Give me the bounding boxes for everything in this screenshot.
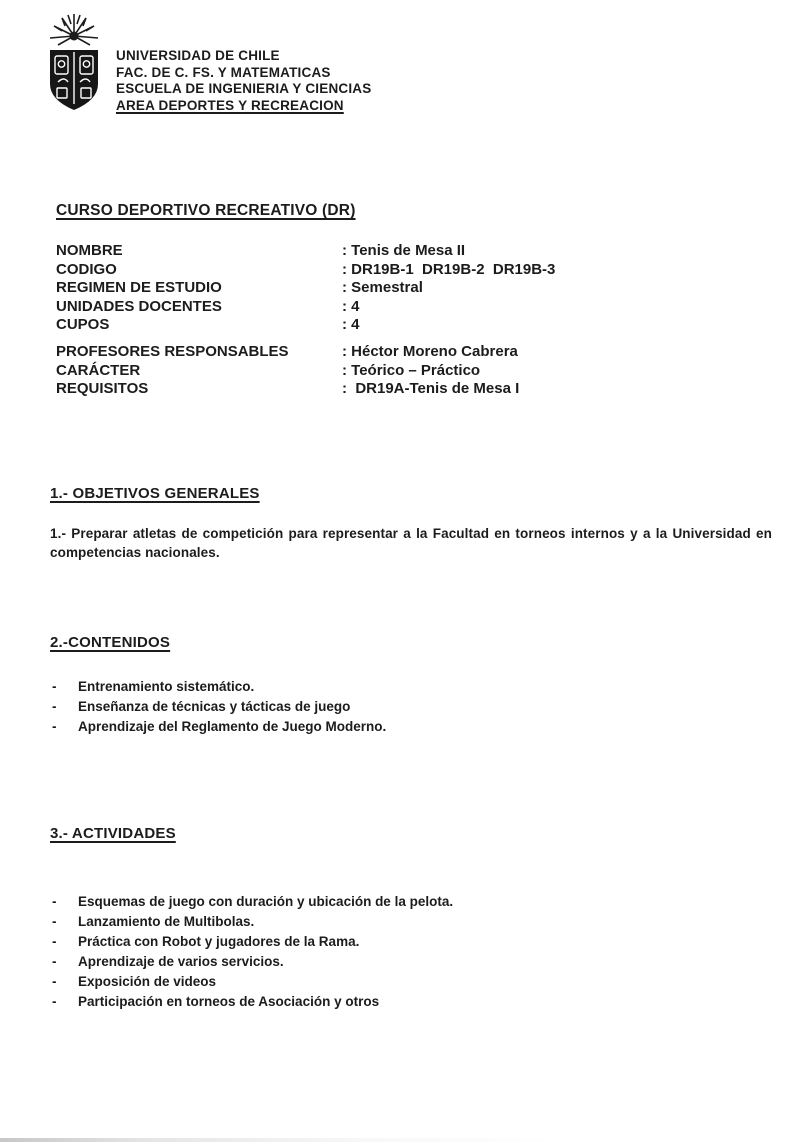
objetivos-paragraph: 1.- Preparar atletas de competición para representar a la Facultad en torneos internos y a la Universidad en competencias nacionales. — [50, 525, 772, 560]
list-item-text: Entrenamiento sistemático. — [78, 678, 255, 694]
field-value: : 4 — [342, 297, 360, 315]
field-label: CUPOS — [56, 316, 110, 334]
field-row-nombre — [56, 242, 772, 261]
list-item-text: Enseñanza de técnicas y tácticas de juego — [78, 698, 351, 714]
list-item-text: Participación en torneos de Asociación y otros — [78, 993, 380, 1009]
field-label: NOMBRE — [56, 242, 123, 259]
field-label: UNIDADES DOCENTES — [56, 297, 222, 315]
field-row-regimen — [56, 279, 772, 298]
list-item — [50, 972, 772, 992]
list-item — [50, 992, 772, 1012]
field-value: : DR19B-1 DR19B-2 DR19B-3 — [342, 260, 556, 278]
field-row-cupos — [56, 316, 772, 335]
field-label: REGIMEN DE ESTUDIO — [56, 279, 222, 297]
dash-bullet: - — [52, 913, 57, 929]
field-value: : Héctor Moreno Cabrera — [342, 342, 518, 360]
actividades-list — [50, 892, 772, 1012]
list-item-text: Práctica con Robot y jugadores de la Rama. — [78, 933, 360, 949]
letterhead-text — [116, 48, 371, 114]
course-fields — [56, 242, 772, 399]
list-item-text: Aprendizaje de varios servicios. — [78, 953, 284, 969]
dash-bullet: - — [52, 973, 57, 989]
field-label: CARÁCTER — [56, 361, 141, 379]
field-row-profesores — [56, 343, 772, 362]
field-row-codigo — [56, 261, 772, 280]
dash-bullet: - — [52, 993, 57, 1009]
list-item-text: Esquemas de juego con duración y ubicación de la pelota. — [78, 893, 454, 909]
letterhead-line-area: AREA DEPORTES Y RECREACION — [116, 97, 344, 113]
university-of-chile-logo-icon — [38, 12, 110, 114]
section-heading-actividades: 3.- ACTIVIDADES — [50, 824, 176, 842]
dash-bullet: - — [52, 893, 57, 909]
letterhead-line-faculty: FAC. DE C. FS. Y MATEMATICAS — [116, 64, 331, 80]
dash-bullet: - — [52, 698, 57, 714]
dash-bullet: - — [52, 718, 57, 734]
list-item — [50, 892, 772, 912]
field-row-caracter — [56, 362, 772, 381]
field-value: : DR19A-Tenis de Mesa I — [342, 380, 520, 398]
dash-bullet: - — [52, 678, 57, 694]
list-item — [50, 717, 772, 737]
field-label: CODIGO — [56, 260, 117, 278]
list-item — [50, 932, 772, 952]
list-item-text: Aprendizaje del Reglamento de Juego Moderno. — [78, 718, 387, 734]
letterhead-line-university: UNIVERSIDAD DE CHILE — [116, 48, 280, 63]
list-item-text: Lanzamiento de Multibolas. — [78, 913, 255, 929]
section-heading-objetivos: 1.- OBJETIVOS GENERALES — [50, 484, 260, 502]
dash-bullet: - — [52, 933, 57, 949]
section-heading-contenidos: 2.-CONTENIDOS — [50, 633, 171, 651]
field-value: : Teórico – Práctico — [342, 361, 481, 379]
field-label: PROFESORES RESPONSABLES — [56, 342, 289, 360]
list-item — [50, 677, 772, 697]
scan-artifact-bottom-edge — [0, 1138, 800, 1142]
field-value: : Tenis de Mesa II — [342, 242, 466, 259]
list-item — [50, 912, 772, 932]
contenidos-list — [50, 677, 772, 737]
list-item — [50, 952, 772, 972]
list-item — [50, 697, 772, 717]
field-value: : Semestral — [342, 279, 423, 297]
dash-bullet: - — [52, 953, 57, 969]
field-value: : 4 — [342, 316, 360, 334]
field-label: REQUISITOS — [56, 380, 149, 398]
course-title: CURSO DEPORTIVO RECREATIVO (DR) — [56, 202, 356, 219]
letterhead-line-school: ESCUELA DE INGENIERIA Y CIENCIAS — [116, 81, 372, 96]
field-row-requisitos — [56, 380, 772, 399]
field-row-unidades — [56, 298, 772, 317]
list-item-text: Exposición de videos — [78, 973, 217, 989]
letterhead — [50, 12, 772, 114]
